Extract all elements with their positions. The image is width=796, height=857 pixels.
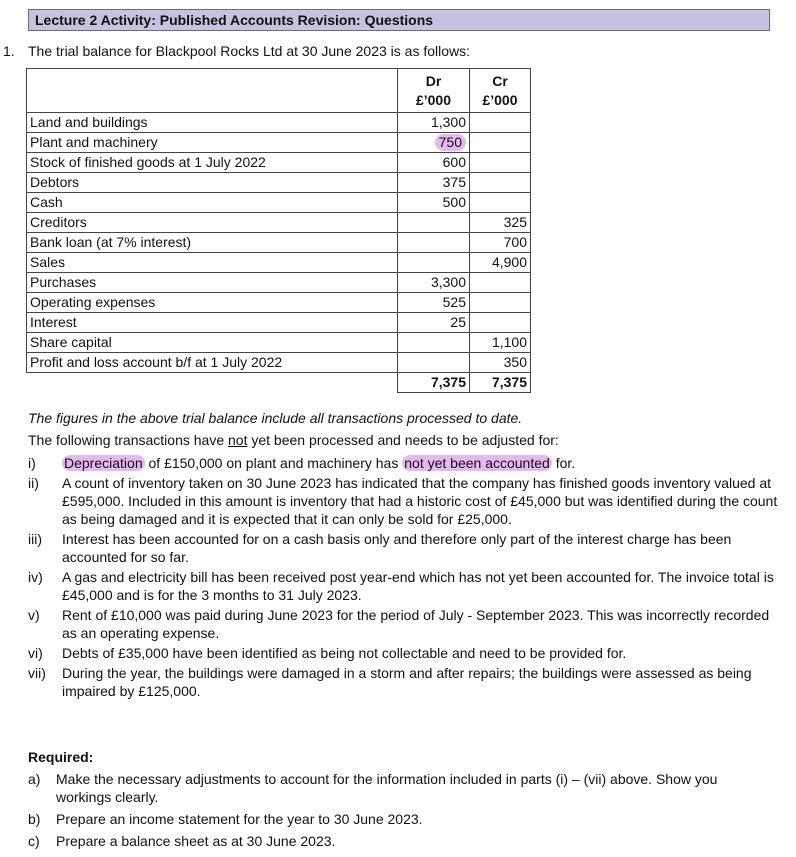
- item-number: vi): [28, 645, 43, 661]
- table-row: [27, 353, 531, 373]
- row-label: Bank loan (at 7% interest): [27, 233, 398, 253]
- totals-row: [27, 373, 531, 393]
- table-row: [27, 313, 531, 333]
- item-text: A gas and electricity bill has been received post year-end which has not yet been accounted for. The invoice total is £45,000 and is for the 3 months to 31 July 2023.: [62, 569, 774, 603]
- table-row: [27, 213, 531, 233]
- row-dr: [398, 213, 470, 233]
- dr-header-unit: £’000: [415, 91, 452, 108]
- row-label: Debtors: [27, 173, 398, 193]
- row-dr: 1,300: [398, 113, 470, 133]
- row-dr: 25: [398, 313, 470, 333]
- part-text: Prepare an income statement for the year to 30 June 2023.: [56, 811, 423, 827]
- row-dr: [398, 233, 470, 253]
- row-label: Sales: [27, 253, 398, 273]
- cr-header: [470, 69, 531, 113]
- table-row: [27, 113, 531, 133]
- table-row: [27, 193, 531, 213]
- trial-balance-table: [26, 68, 531, 393]
- row-label: Stock of finished goods at 1 July 2022: [27, 153, 398, 173]
- activity-header: Lecture 2 Activity: Published Accounts Revision: Questions: [28, 9, 770, 31]
- row-label: Plant and machinery: [27, 133, 398, 153]
- table-row: [27, 253, 531, 273]
- table-row: [27, 293, 531, 313]
- totals-label: [27, 373, 398, 393]
- row-cr: [470, 193, 531, 213]
- row-cr: [470, 113, 531, 133]
- list-item: [28, 568, 778, 604]
- row-cr: [470, 133, 531, 153]
- row-cr: [470, 173, 531, 193]
- row-label: Operating expenses: [27, 293, 398, 313]
- row-dr: 600: [398, 153, 470, 173]
- question-number: 1.: [3, 43, 15, 59]
- required-parts-list: [28, 770, 768, 854]
- item-number: vii): [28, 665, 46, 681]
- row-cr: 700: [470, 233, 531, 253]
- cr-header-label: Cr: [492, 72, 508, 89]
- row-dr: 525: [398, 293, 470, 313]
- list-item: [28, 832, 768, 850]
- header-label-cell: [27, 69, 398, 113]
- highlight-mark: 750: [435, 134, 466, 151]
- part-text: Make the necessary adjustments to account for the information included in parts (i) – (vii) above. Show you workings clearly.: [56, 771, 718, 805]
- table-row: [27, 333, 531, 353]
- intro-underlined-word: not: [228, 432, 248, 448]
- table-row: [27, 153, 531, 173]
- dr-header-label: Dr: [425, 72, 442, 89]
- row-label: Land and buildings: [27, 113, 398, 133]
- row-dr-highlighted: [398, 133, 470, 153]
- part-letter: a): [28, 771, 41, 787]
- row-dr: [398, 333, 470, 353]
- list-item: [28, 606, 778, 642]
- table-row: [27, 173, 531, 193]
- list-item: [28, 664, 778, 700]
- item-text: Interest has been accounted for on a cash basis only and therefore only part of the interest charge has been accounted for so far.: [62, 531, 732, 565]
- row-label: Cash: [27, 193, 398, 213]
- dr-header: [398, 69, 470, 113]
- item-number: v): [28, 607, 40, 623]
- highlight-depreciation: Depreciation: [64, 455, 143, 471]
- item-text-end: for.: [551, 455, 576, 471]
- cr-header-unit: £’000: [482, 91, 518, 108]
- row-cr: 325: [470, 213, 531, 233]
- item-number: iii): [28, 531, 42, 547]
- total-dr: 7,375: [398, 373, 470, 393]
- part-text: Prepare a balance sheet as at 30 June 2023.: [56, 833, 336, 849]
- table-row: [27, 133, 531, 153]
- row-cr: 4,900: [470, 253, 531, 273]
- question-intro: The trial balance for Blackpool Rocks Ltd at 30 June 2023 is as follows:: [28, 43, 471, 59]
- row-cr: [470, 293, 531, 313]
- list-item: [28, 644, 778, 662]
- row-cr: [470, 313, 531, 333]
- intro-text-start: The following transactions have: [28, 432, 228, 448]
- row-dr: 375: [398, 173, 470, 193]
- row-label: Purchases: [27, 273, 398, 293]
- row-label: Interest: [27, 313, 398, 333]
- item-text: Debts of £35,000 have been identified as being not collectable and need to be provided for.: [62, 645, 627, 661]
- table-row: [27, 233, 531, 253]
- row-dr: [398, 353, 470, 373]
- row-dr: [398, 253, 470, 273]
- part-letter: c): [28, 833, 40, 849]
- total-cr: 7,375: [470, 373, 531, 393]
- transactions-intro: [28, 432, 559, 448]
- highlight-not-accounted: not yet been accounted: [404, 455, 550, 471]
- row-dr: 500: [398, 193, 470, 213]
- required-heading: Required:: [28, 749, 94, 765]
- list-item: [28, 454, 778, 472]
- item-text: Rent of £10,000 was paid during June 2023 for the period of July - September 2023. This was incorrectly recorded as an operating expense.: [62, 607, 770, 641]
- row-label: Creditors: [27, 213, 398, 233]
- item-text: During the year, the buildings were damaged in a storm and after repairs; the buildings were assessed as being impaired by £125,000.: [62, 665, 752, 699]
- row-cr: 1,100: [470, 333, 531, 353]
- row-cr: [470, 153, 531, 173]
- row-dr: 3,300: [398, 273, 470, 293]
- list-item: [28, 474, 778, 528]
- table-row: [27, 273, 531, 293]
- part-letter: b): [28, 811, 41, 827]
- list-item: [28, 810, 768, 828]
- item-text: A count of inventory taken on 30 June 2023 has indicated that the company has finished goods inventory valued at £595,000. Included in this amount is inventory that had a historic cost of £45,000 but was identified during the count as being damaged and it is expected that it can only be sold for £25,000.: [62, 475, 778, 527]
- row-label: Profit and loss account b/f at 1 July 2022: [27, 353, 398, 373]
- list-item: [28, 530, 778, 566]
- intro-text-end: yet been processed and needs to be adjusted for:: [247, 432, 559, 448]
- table-header-row: [27, 69, 531, 113]
- adjustment-list: [28, 454, 778, 702]
- row-cr: 350: [470, 353, 531, 373]
- list-item: [28, 770, 768, 806]
- item-number: ii): [28, 475, 39, 491]
- item-text-mid: of £150,000 on plant and machinery has: [144, 455, 403, 471]
- item-number: i): [28, 455, 36, 471]
- item-number: iv): [28, 569, 43, 585]
- trial-balance-note: The figures in the above trial balance include all transactions processed to date.: [28, 410, 523, 426]
- item-text: [62, 454, 778, 472]
- row-label: Share capital: [27, 333, 398, 353]
- row-cr: [470, 273, 531, 293]
